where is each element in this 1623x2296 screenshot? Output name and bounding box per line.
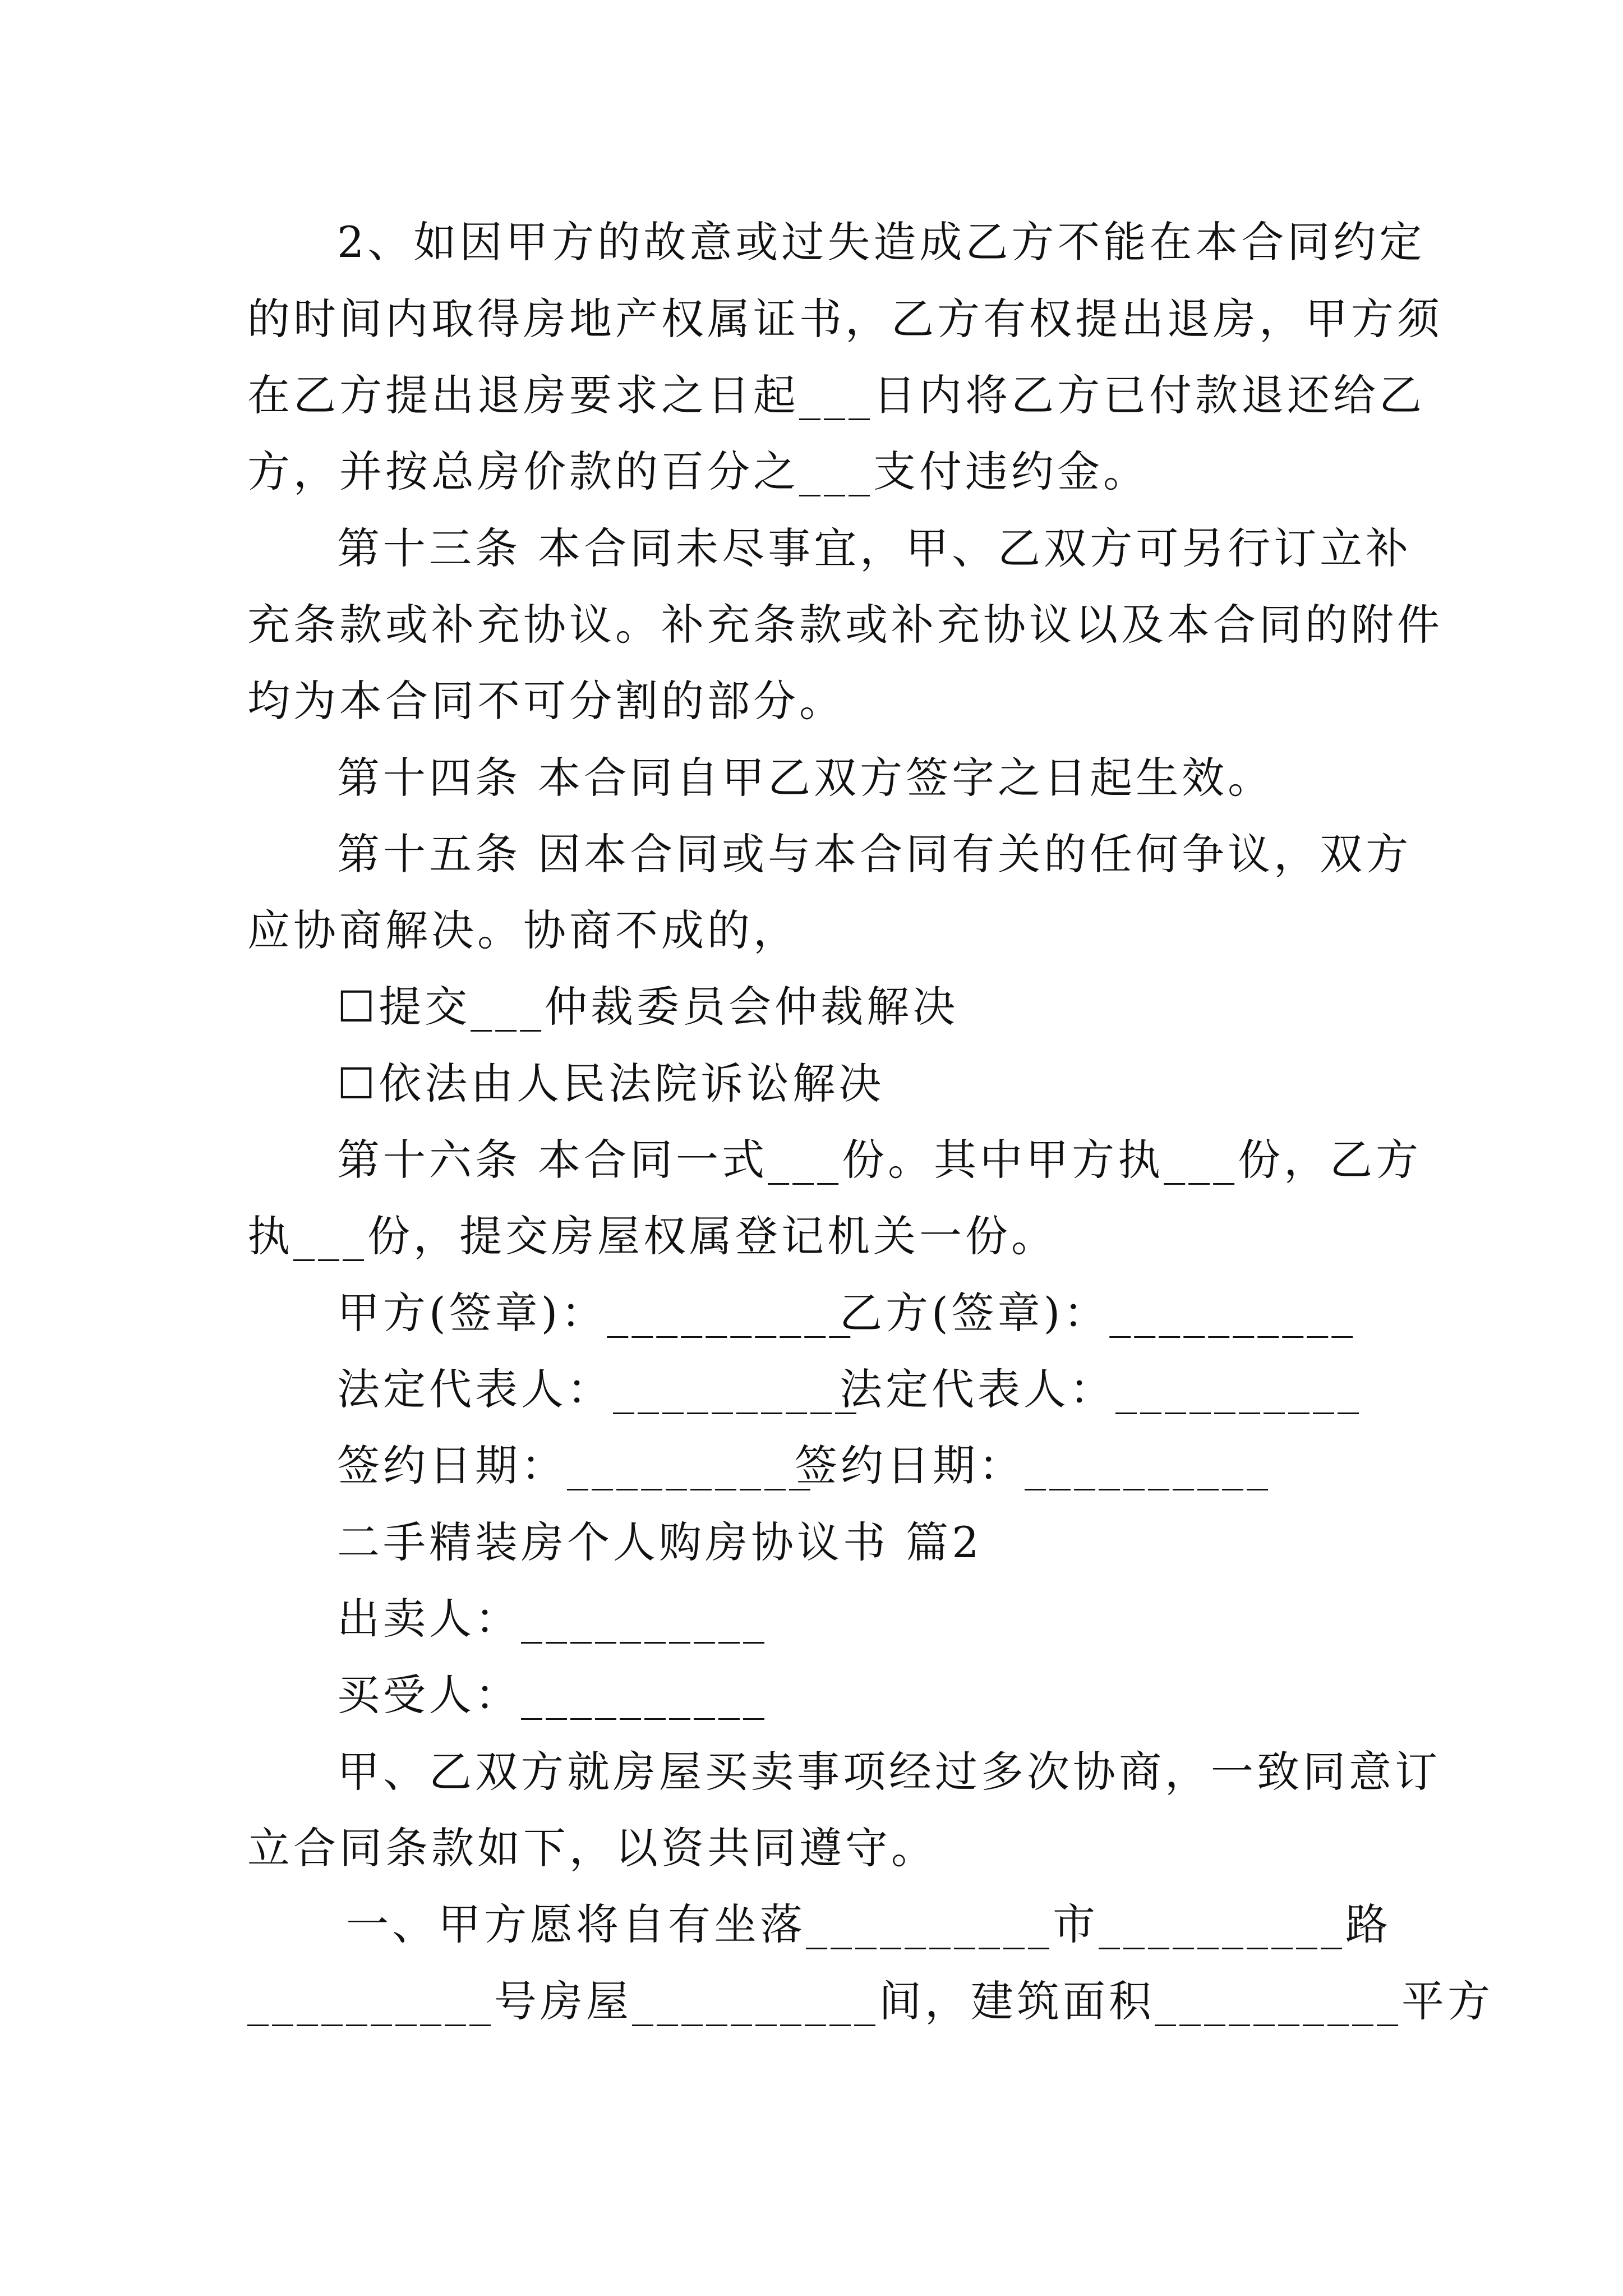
article-15-line: 第十五条 因本合同或与本合同有关的任何争议，双方 bbox=[337, 829, 1412, 879]
paragraph-line: 在乙方提出退房要求之日起___日内将乙方已付款退还给乙 bbox=[247, 370, 1425, 420]
agreement-line: 立合同条款如下，以资共同遵守。 bbox=[247, 1823, 937, 1873]
signature-party-a: 甲方(签章)：__________ bbox=[337, 1288, 854, 1338]
article-13-line: 第十三条 本合同未尽事宜，甲、乙双方可另行订立补 bbox=[337, 523, 1412, 573]
clause-1-line: __________号房屋__________间，建筑面积__________平方 bbox=[247, 1976, 1493, 2026]
section-title: 二手精装房个人购房协议书 篇2 bbox=[337, 1517, 983, 1567]
paragraph-line: 2、如因甲方的故意或过失造成乙方不能在本合同约定 bbox=[337, 217, 1426, 267]
paragraph-line: 应协商解决。协商不成的， bbox=[247, 905, 799, 955]
paragraph-line: 方，并按总房价款的百分之___支付违约金。 bbox=[247, 447, 1149, 496]
option-arbitration: ☐提交___仲裁委员会仲裁解决 bbox=[337, 982, 959, 1032]
paragraph-line: 均为本合同不可分割的部分。 bbox=[247, 676, 845, 726]
agreement-line: 甲、乙双方就房屋买卖事项经过多次协商，一致同意订 bbox=[337, 1747, 1441, 1797]
paragraph-line: 充条款或补充协议。补充条款或补充协议以及本合同的附件 bbox=[247, 600, 1443, 650]
sign-date-a: 签约日期：__________ bbox=[337, 1441, 814, 1490]
buyer-field: 买受人：__________ bbox=[337, 1670, 768, 1720]
paragraph-line: 的时间内取得房地产权属证书，乙方有权提出退房，甲方须 bbox=[247, 294, 1443, 344]
clause-1-line: 一、甲方愿将自有坐落__________市__________路 bbox=[346, 1899, 1391, 1949]
sign-date-b: 签约日期：__________ bbox=[795, 1441, 1271, 1490]
seller-field: 出卖人：__________ bbox=[337, 1594, 768, 1644]
article-14-line: 第十四条 本合同自甲乙双方签字之日起生效。 bbox=[337, 753, 1274, 803]
signature-party-b: 乙方(签章)：__________ bbox=[840, 1288, 1357, 1338]
paragraph-line: 执___份，提交房屋权属登记机关一份。 bbox=[247, 1211, 1057, 1261]
legal-rep-a: 法定代表人：__________ bbox=[337, 1364, 860, 1414]
article-16-line: 第十六条 本合同一式___份。其中甲方执___份，乙方 bbox=[337, 1135, 1422, 1185]
legal-rep-b: 法定代表人：__________ bbox=[840, 1364, 1362, 1414]
option-litigation: ☐依法由人民法院诉讼解决 bbox=[337, 1059, 885, 1108]
